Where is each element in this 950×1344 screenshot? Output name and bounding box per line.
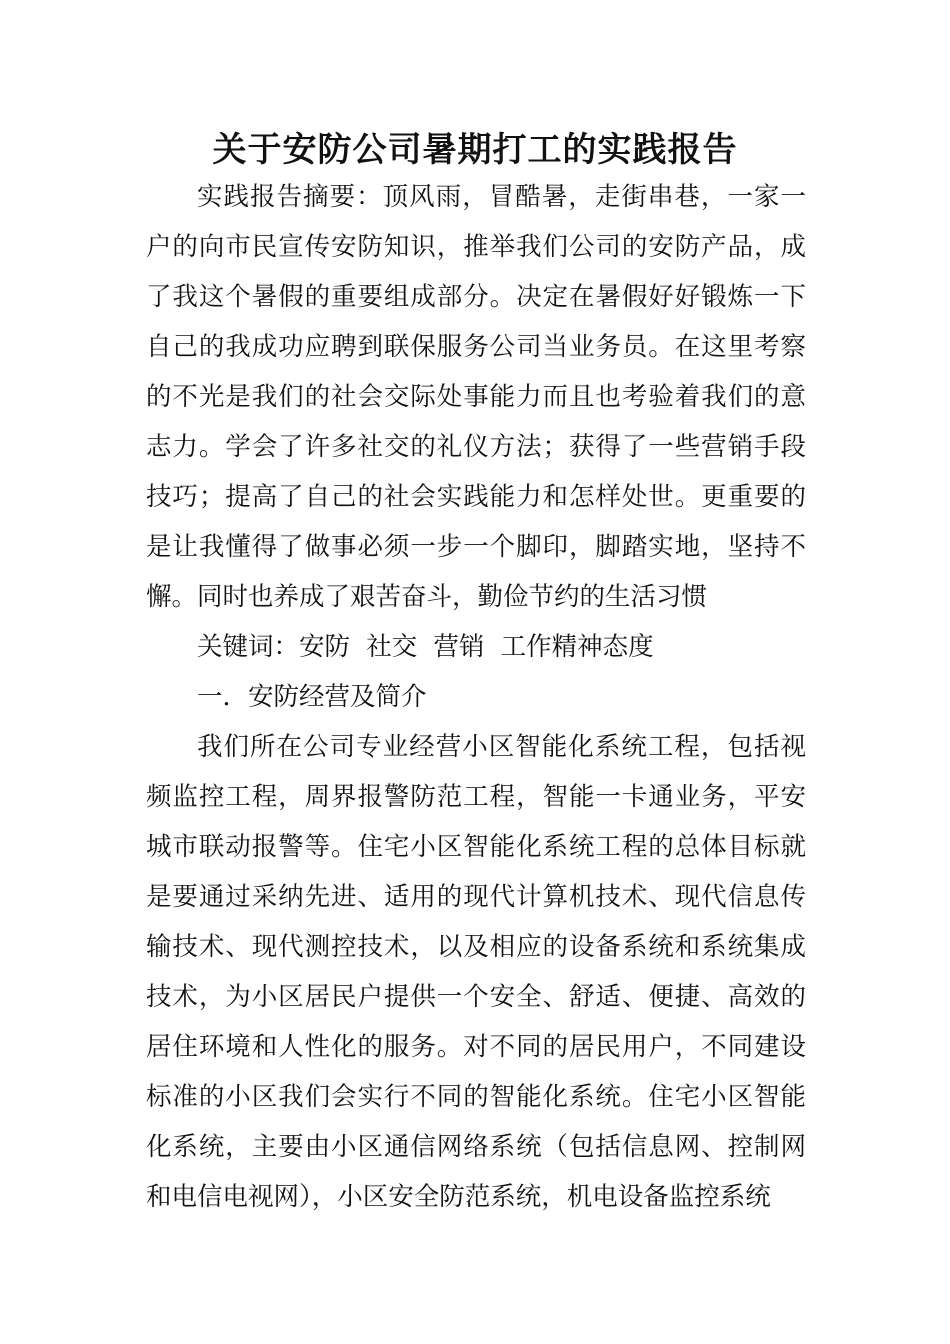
section-paragraph: 我们所在公司专业经营小区智能化系统工程，包括视频监控工程，周界报警防范工程，智能一卡通业务，平安城市联动报警等。住宅小区智能化系统工程的总体目标就是要通过采纳先进、适用的现代计算机技术、现代信息传输技术、现代测控技术，以及相应的设备系统和系统集成技术，为小区居民户提供一个安全、舒适、便捷、高效的居住环境和人性化的服务。对不同的居民用户，不同建设标准的小区我们会实行不同的智能化系统。住宅小区智能化系统，主要由小区通信网络系统（包括信息网、控制网和电信电视网），小区安全防范系统，机电设备监控系统 bbox=[146, 732, 806, 1212]
abstract-paragraph: 实践报告摘要：顶风雨，冒酷暑，走街串巷，一家一户的向市民宣传安防知识，推举我们公司的安防产品，成了我这个暑假的重要组成部分。决定在暑假好好锻炼一下自己的我成功应聘到联保服务公司当业务员。在这里考察的不光是我们的社会交际处事能力而且也考验着我们的意志力。学会了许多社交的礼仪方法；获得了一些营销手段技巧；提高了自己的社会实践能力和怎样处世。更重要的是让我懂得了做事必须一步一个脚印，脚踏实地，坚持不懈。同时也养成了艰苦奋斗，勤俭节约的生活习惯 bbox=[146, 182, 806, 612]
keywords-line: 关键词：安防 社交 营销 工作精神态度 bbox=[197, 632, 654, 662]
document-title: 关于安防公司暑期打工的实践报告 bbox=[212, 130, 738, 170]
document-body bbox=[146, 172, 806, 1222]
section-heading: 一．安防经营及简介 bbox=[197, 682, 427, 712]
